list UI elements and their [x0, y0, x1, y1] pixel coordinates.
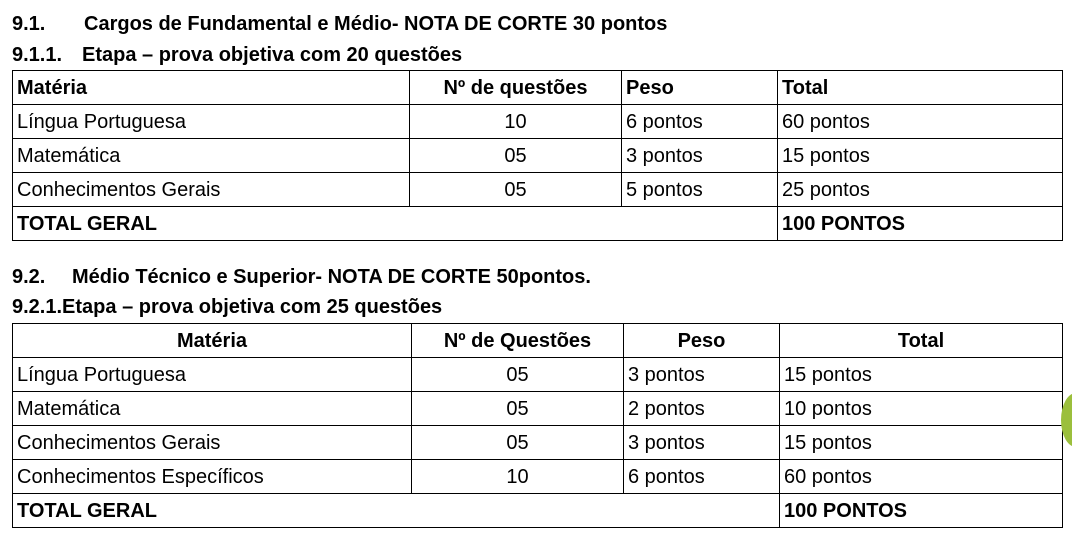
total-geral-value: 100 PONTOS: [780, 494, 1063, 528]
header-materia: Matéria: [13, 71, 410, 105]
section-2-sub-title: Etapa – prova objetiva com 25 questões: [62, 296, 443, 318]
cell-peso: 6 pontos: [624, 460, 780, 494]
cell-peso: 5 pontos: [622, 173, 778, 207]
cell-num-questoes: 10: [412, 460, 624, 494]
header-peso: Peso: [624, 324, 780, 358]
cell-total: 15 pontos: [778, 139, 1063, 173]
cell-total: 25 pontos: [778, 173, 1063, 207]
table-total-row: [13, 207, 1063, 241]
cell-num-questoes: 10: [410, 105, 622, 139]
section-2-subheading: [12, 295, 442, 319]
cell-materia: Matemática: [13, 139, 410, 173]
table-header-row: [13, 324, 1063, 358]
cell-num-questoes: 05: [412, 426, 624, 460]
cell-materia: Matemática: [13, 392, 412, 426]
section-1-subheading: [12, 43, 462, 67]
section-2-title: Médio Técnico e Superior- NOTA DE CORTE 50pontos.: [72, 266, 591, 288]
table-row: [13, 139, 1063, 173]
cell-peso: 6 pontos: [622, 105, 778, 139]
cell-total: 15 pontos: [780, 358, 1063, 392]
section-2-sub-number: 9.2.1.: [12, 296, 63, 318]
cell-materia: Língua Portuguesa: [13, 358, 412, 392]
header-peso: Peso: [622, 71, 778, 105]
table-section-1: [12, 70, 1063, 241]
cell-total: 60 pontos: [780, 460, 1063, 494]
table-section-2: [12, 323, 1063, 528]
table-total-row: [13, 494, 1063, 528]
cell-num-questoes: 05: [410, 173, 622, 207]
total-geral-label: TOTAL GERAL: [13, 207, 778, 241]
table-row: [13, 173, 1063, 207]
table-header-row: [13, 71, 1063, 105]
total-geral-label: TOTAL GERAL: [13, 494, 780, 528]
section-1-title: Cargos de Fundamental e Médio- NOTA DE CORTE 30 pontos: [84, 13, 668, 35]
total-geral-value: 100 PONTOS: [778, 207, 1063, 241]
table-row: [13, 392, 1063, 426]
cell-peso: 3 pontos: [622, 139, 778, 173]
header-num-questoes: Nº de questões: [410, 71, 622, 105]
header-num-questoes: Nº de Questões: [412, 324, 624, 358]
section-1-sub-number: 9.1.1.: [12, 44, 63, 66]
cell-materia: Conhecimentos Gerais: [13, 173, 410, 207]
cell-materia: Conhecimentos Específicos: [13, 460, 412, 494]
cell-peso: 2 pontos: [624, 392, 780, 426]
table-row: [13, 460, 1063, 494]
cell-num-questoes: 05: [412, 392, 624, 426]
table-row: [13, 358, 1063, 392]
table-row: [13, 426, 1063, 460]
section-2-number: 9.2.: [12, 266, 46, 288]
cell-total: 10 pontos: [780, 392, 1063, 426]
cell-num-questoes: 05: [412, 358, 624, 392]
cell-materia: Língua Portuguesa: [13, 105, 410, 139]
header-total: Total: [780, 324, 1063, 358]
section-1-heading: [12, 12, 667, 36]
section-2-heading: [12, 265, 591, 289]
cell-peso: 3 pontos: [624, 426, 780, 460]
section-1-sub-title: Etapa – prova objetiva com 20 questões: [82, 44, 463, 66]
cell-materia: Conhecimentos Gerais: [13, 426, 412, 460]
header-materia: Matéria: [13, 324, 412, 358]
section-1-number: 9.1.: [12, 13, 46, 35]
cell-total: 15 pontos: [780, 426, 1063, 460]
table-row: [13, 105, 1063, 139]
cell-num-questoes: 05: [410, 139, 622, 173]
cell-total: 60 pontos: [778, 105, 1063, 139]
cell-peso: 3 pontos: [624, 358, 780, 392]
header-total: Total: [778, 71, 1063, 105]
